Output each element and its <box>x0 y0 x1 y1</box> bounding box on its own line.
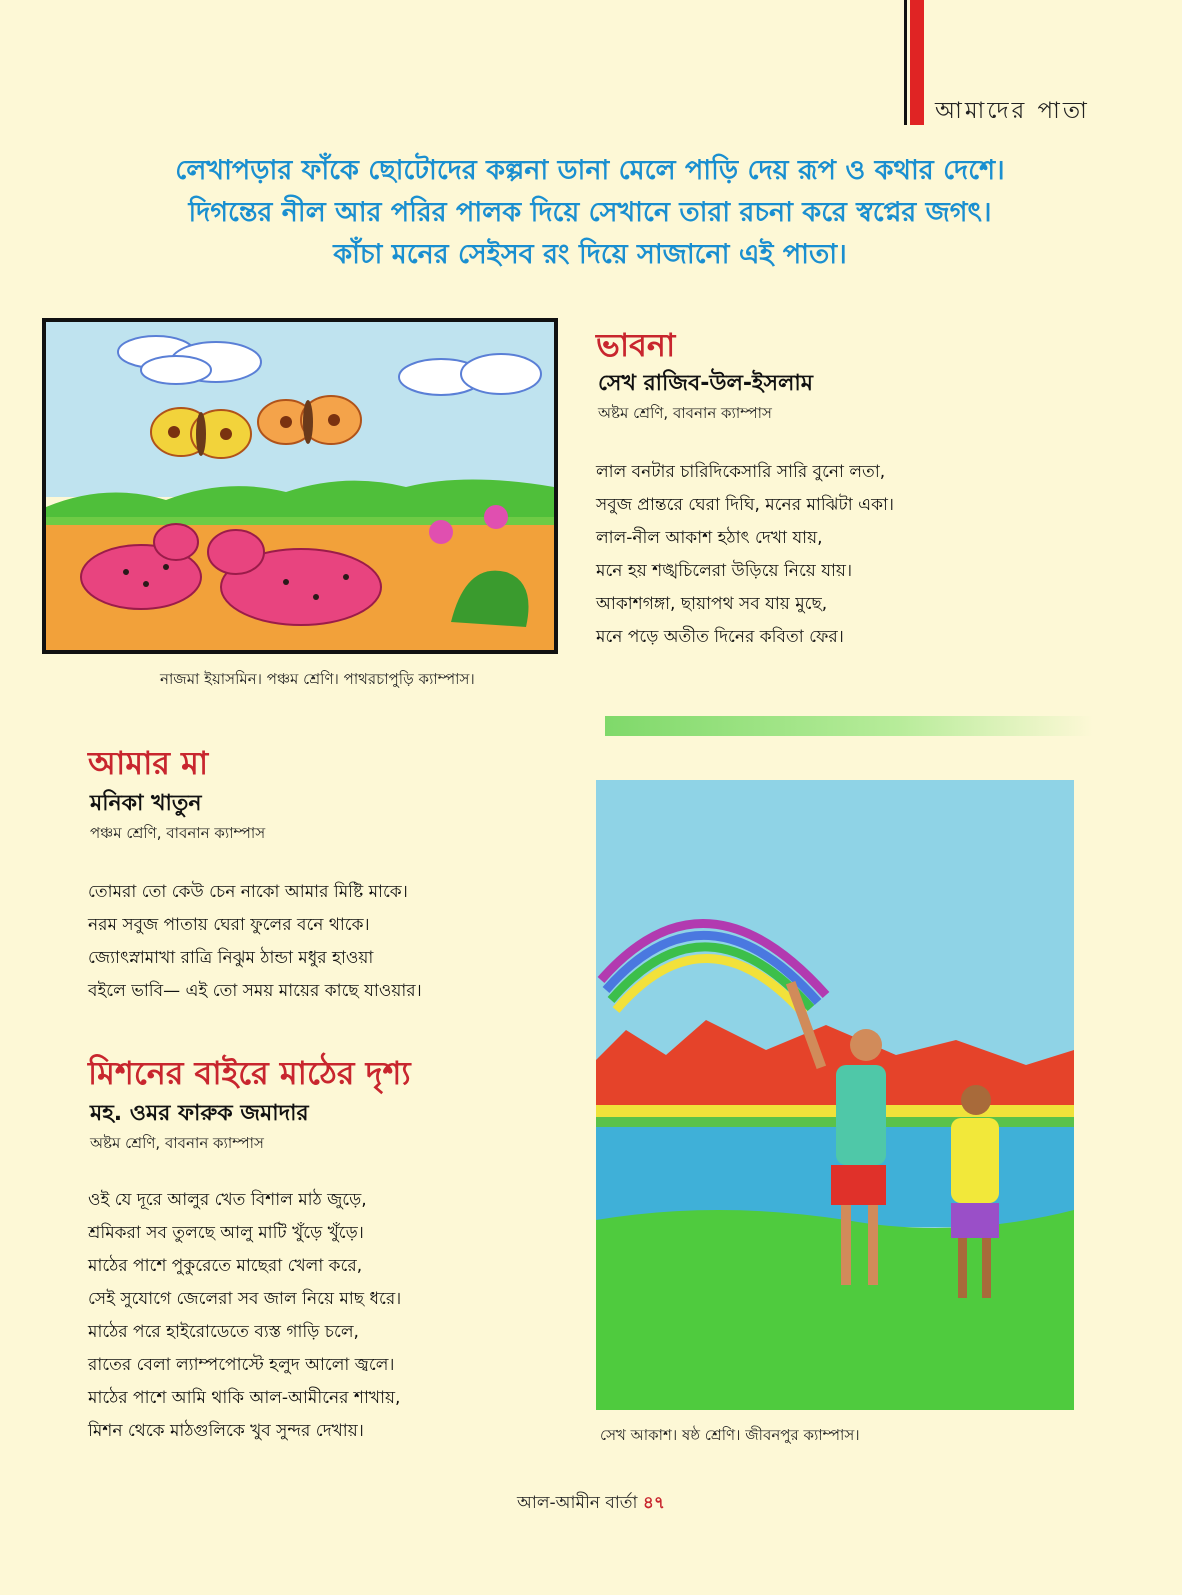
poem-line: নরম সবুজ পাতায় ঘেরা ফুলের বনে থাকে। <box>88 915 370 935</box>
page-number: ৪৭ <box>642 1493 665 1513</box>
page-footer <box>0 1490 1182 1518</box>
intro-line: দিগন্তের নীল আর পরির পালক দিয়ে সেখানে তারা রচনা করে স্বপ্নের জগৎ। <box>188 197 992 228</box>
poem-line: লাল বনটার চারিদিকেসারি সারি বুনো লতা, <box>596 462 886 482</box>
poem1-title: ভাবনা <box>596 326 676 364</box>
poem1-author: সেখ রাজিব-উল-ইসলাম <box>598 371 814 396</box>
poem3-author: মহ. ওমর ফারুক জমাদার <box>90 1101 309 1126</box>
poem-line: মাঠের পাশে আমি থাকি আল-আমীনের শাখায়, <box>88 1388 401 1408</box>
intro-line: কাঁচা মনের সেইসব রং দিয়ে সাজানো এই পাতা। <box>333 239 847 270</box>
poem-line: ওই যে দূরে আলুর খেত বিশাল মাঠ জুড়ে, <box>88 1190 367 1210</box>
header-divider <box>904 0 907 125</box>
section-divider-bar <box>605 716 1093 736</box>
poem-line: সবুজ প্রান্তরে ঘেরা দিঘি, মনের মাঝিটা একা। <box>596 495 894 515</box>
butterfly-right <box>258 396 361 444</box>
poem2-class: পঞ্চম শ্রেণি, বাবনান ক্যাম্পাস <box>90 824 266 842</box>
drawing-rainbow-boys <box>596 780 1074 1410</box>
poem-line: মনে হয় শঙ্খচিলেরা উড়িয়ে নিয়ে যায়। <box>596 561 853 581</box>
intro-line: লেখাপড়ার ফাঁকে ছোটোদের কল্পনা ডানা মেলে পাড়ি দেয় রূপ ও কথার দেশে। <box>175 155 1005 186</box>
poem1-body <box>596 456 894 654</box>
poem-line: জ্যোৎস্নামাখা রাত্রি নিঝুম ঠান্ডা মধুর হাওয়া <box>88 948 374 968</box>
poem-line: আকাশগঙ্গা, ছায়াপথ সব যায় মুছে, <box>596 594 828 614</box>
section-label: আমাদের পাতা <box>935 98 1090 124</box>
poem-line: মিশন থেকে মাঠগুলিকে খুব সুন্দর দেখায়। <box>88 1421 364 1441</box>
butterfly-left <box>151 408 251 458</box>
poem-line: মাঠের পরে হাইরোডেতে ব্যস্ত গাড়ি চলে, <box>88 1322 359 1342</box>
publication-name: আল-আমীন বার্তা <box>517 1493 638 1513</box>
drawing1-caption: নাজমা ইয়াসমিন। পঞ্চম শ্রেণি। পাথরচাপুড়ি ক্যাম্পাস। <box>160 670 475 688</box>
poem-line: লাল-নীল আকাশ হঠাৎ দেখা যায়, <box>596 528 823 548</box>
poem2-body <box>88 876 422 1008</box>
drawing-illustration <box>46 322 554 650</box>
poem-line: সেই সুযোগে জেলেরা সব জাল নিয়ে মাছ ধরে। <box>88 1289 402 1309</box>
drawing2-caption: সেখ আকাশ। ষষ্ঠ শ্রেণি। জীবনপুর ক্যাম্পাস। <box>600 1426 860 1444</box>
drawing-illustration <box>596 780 1074 1410</box>
poem-line: রাতের বেলা ল্যাম্পপোস্টে হলুদ আলো জ্বলে। <box>88 1355 395 1375</box>
drawing-butterflies-rabbits <box>42 318 558 654</box>
poem2-title: আমার মা <box>88 744 209 782</box>
poem-line: মনে পড়ে অতীত দিনের কবিতা ফের। <box>596 627 844 647</box>
intro-text <box>90 150 1090 276</box>
poem3-body <box>88 1184 401 1448</box>
poem-line: শ্রমিকরা সব তুলছে আলু মাটি খুঁড়ে খুঁড়ে। <box>88 1223 364 1243</box>
poem-line: মাঠের পাশে পুকুরেতে মাছেরা খেলা করে, <box>88 1256 363 1276</box>
poem-line: তোমরা তো কেউ চেন নাকো আমার মিষ্টি মাকে। <box>88 882 408 902</box>
poem3-title: মিশনের বাইরে মাঠের দৃশ্য <box>88 1054 411 1092</box>
poem3-class: অষ্টম শ্রেণি, বাবনান ক্যাম্পাস <box>90 1134 264 1152</box>
header-accent-bar <box>910 0 924 125</box>
poem1-class: অষ্টম শ্রেণি, বাবনান ক্যাম্পাস <box>598 404 772 422</box>
poem-line: বইলে ভাবি— এই তো সময় মায়ের কাছে যাওয়ার। <box>88 981 422 1001</box>
poem2-author: মনিকা খাতুন <box>90 791 202 816</box>
